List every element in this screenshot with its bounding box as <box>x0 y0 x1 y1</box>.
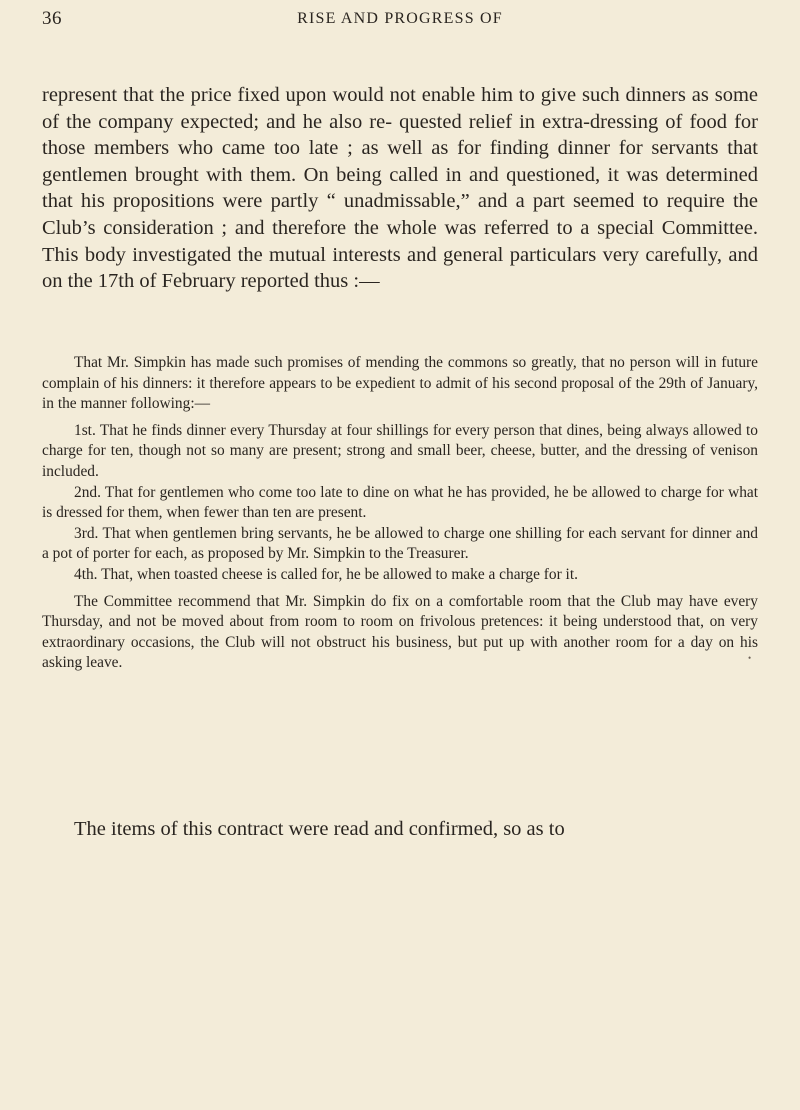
report-item-2: 2nd. That for gentlemen who come too late to dine on what he has provided, he be allowed to charge for what is dressed for them, when fewer than ten are present. <box>42 483 758 522</box>
report-item-3: 3rd. That when gentlemen bring servants, he be allowed to charge one shilling for each servant for dinner and a pot of porter for each, as proposed by Mr. Simpkin to the Treasurer. <box>42 524 758 563</box>
closing-paragraph: The items of this contract were read and confirmed, so as to <box>74 818 565 840</box>
page-number: 36 <box>42 8 62 29</box>
running-title: RISE AND PROGRESS OF <box>297 10 503 27</box>
report-recommendation: The Committee recommend that Mr. Simpkin do fix on a comfortable room that the Club may have every Thursday, and not be moved about from room to room on frivolous pretences: it being understood that, on very extraordinary occasions, the Club will not obstruct his business, but put up with another room for a day on his asking leave. <box>42 592 758 672</box>
report-item-4: 4th. That, when toasted cheese is called for, he be allowed to make a charge for it. <box>74 565 578 583</box>
ink-speck: • <box>748 653 752 663</box>
body-paragraph: represent that the price fixed upon would not enable him to give such dinners as some of the company expected; and he also re- quested relief in extra-dressing of food for those members who came too late ; as well as for finding dinner for servants that gentlemen brought with them. On being called in and questioned, it was determined that his propositions were partly “ unadmissable,” and a part seemed to require the Club’s consideration ; and therefore the whole was referred to a special Committee. This body investigated the mutual interests and general particulars very carefully, and on the 17th of February reported thus :— <box>42 84 758 293</box>
report-intro: That Mr. Simpkin has made such promises of mending the commons so greatly, that no person will in future complain of his dinners: it therefore appears to be expedient to admit of his second proposal of the 29th of January, in the manner following:— <box>42 354 758 413</box>
report-item-1: 1st. That he finds dinner every Thursday at four shillings for every person that dines, being always allowed to charge for ten, though not so many are present; strong and small beer, cheese, butter, and the dressing of venison included. <box>42 421 758 480</box>
committee-report <box>42 353 758 674</box>
page-header <box>42 8 758 38</box>
